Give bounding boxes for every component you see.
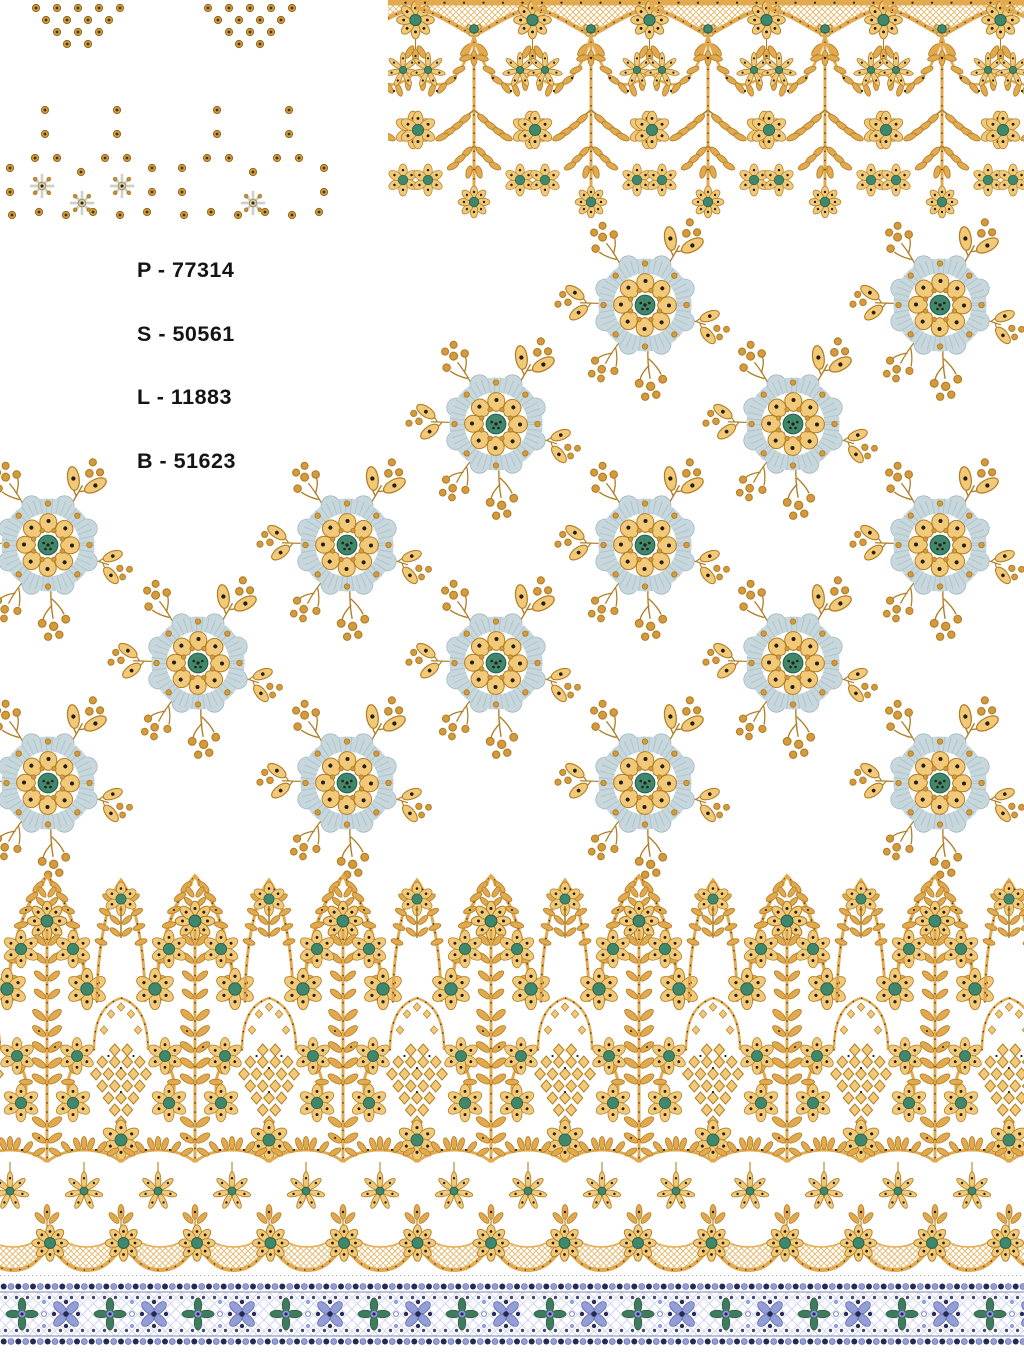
dot-motif-clusters [6, 4, 327, 218]
bottom-border-scallop-edge [0, 1225, 1024, 1270]
code-line-s: S - 50561 [137, 321, 235, 346]
code-line-p: P - 77314 [137, 258, 235, 282]
design-codes [137, 258, 337, 512]
bottom-border-design [0, 876, 1024, 1236]
blue-lace-strip [0, 1284, 1024, 1345]
code-line-l: L - 11883 [137, 385, 232, 409]
top-border-design [282, 0, 1024, 218]
code-line-b: B - 51623 [137, 448, 236, 473]
